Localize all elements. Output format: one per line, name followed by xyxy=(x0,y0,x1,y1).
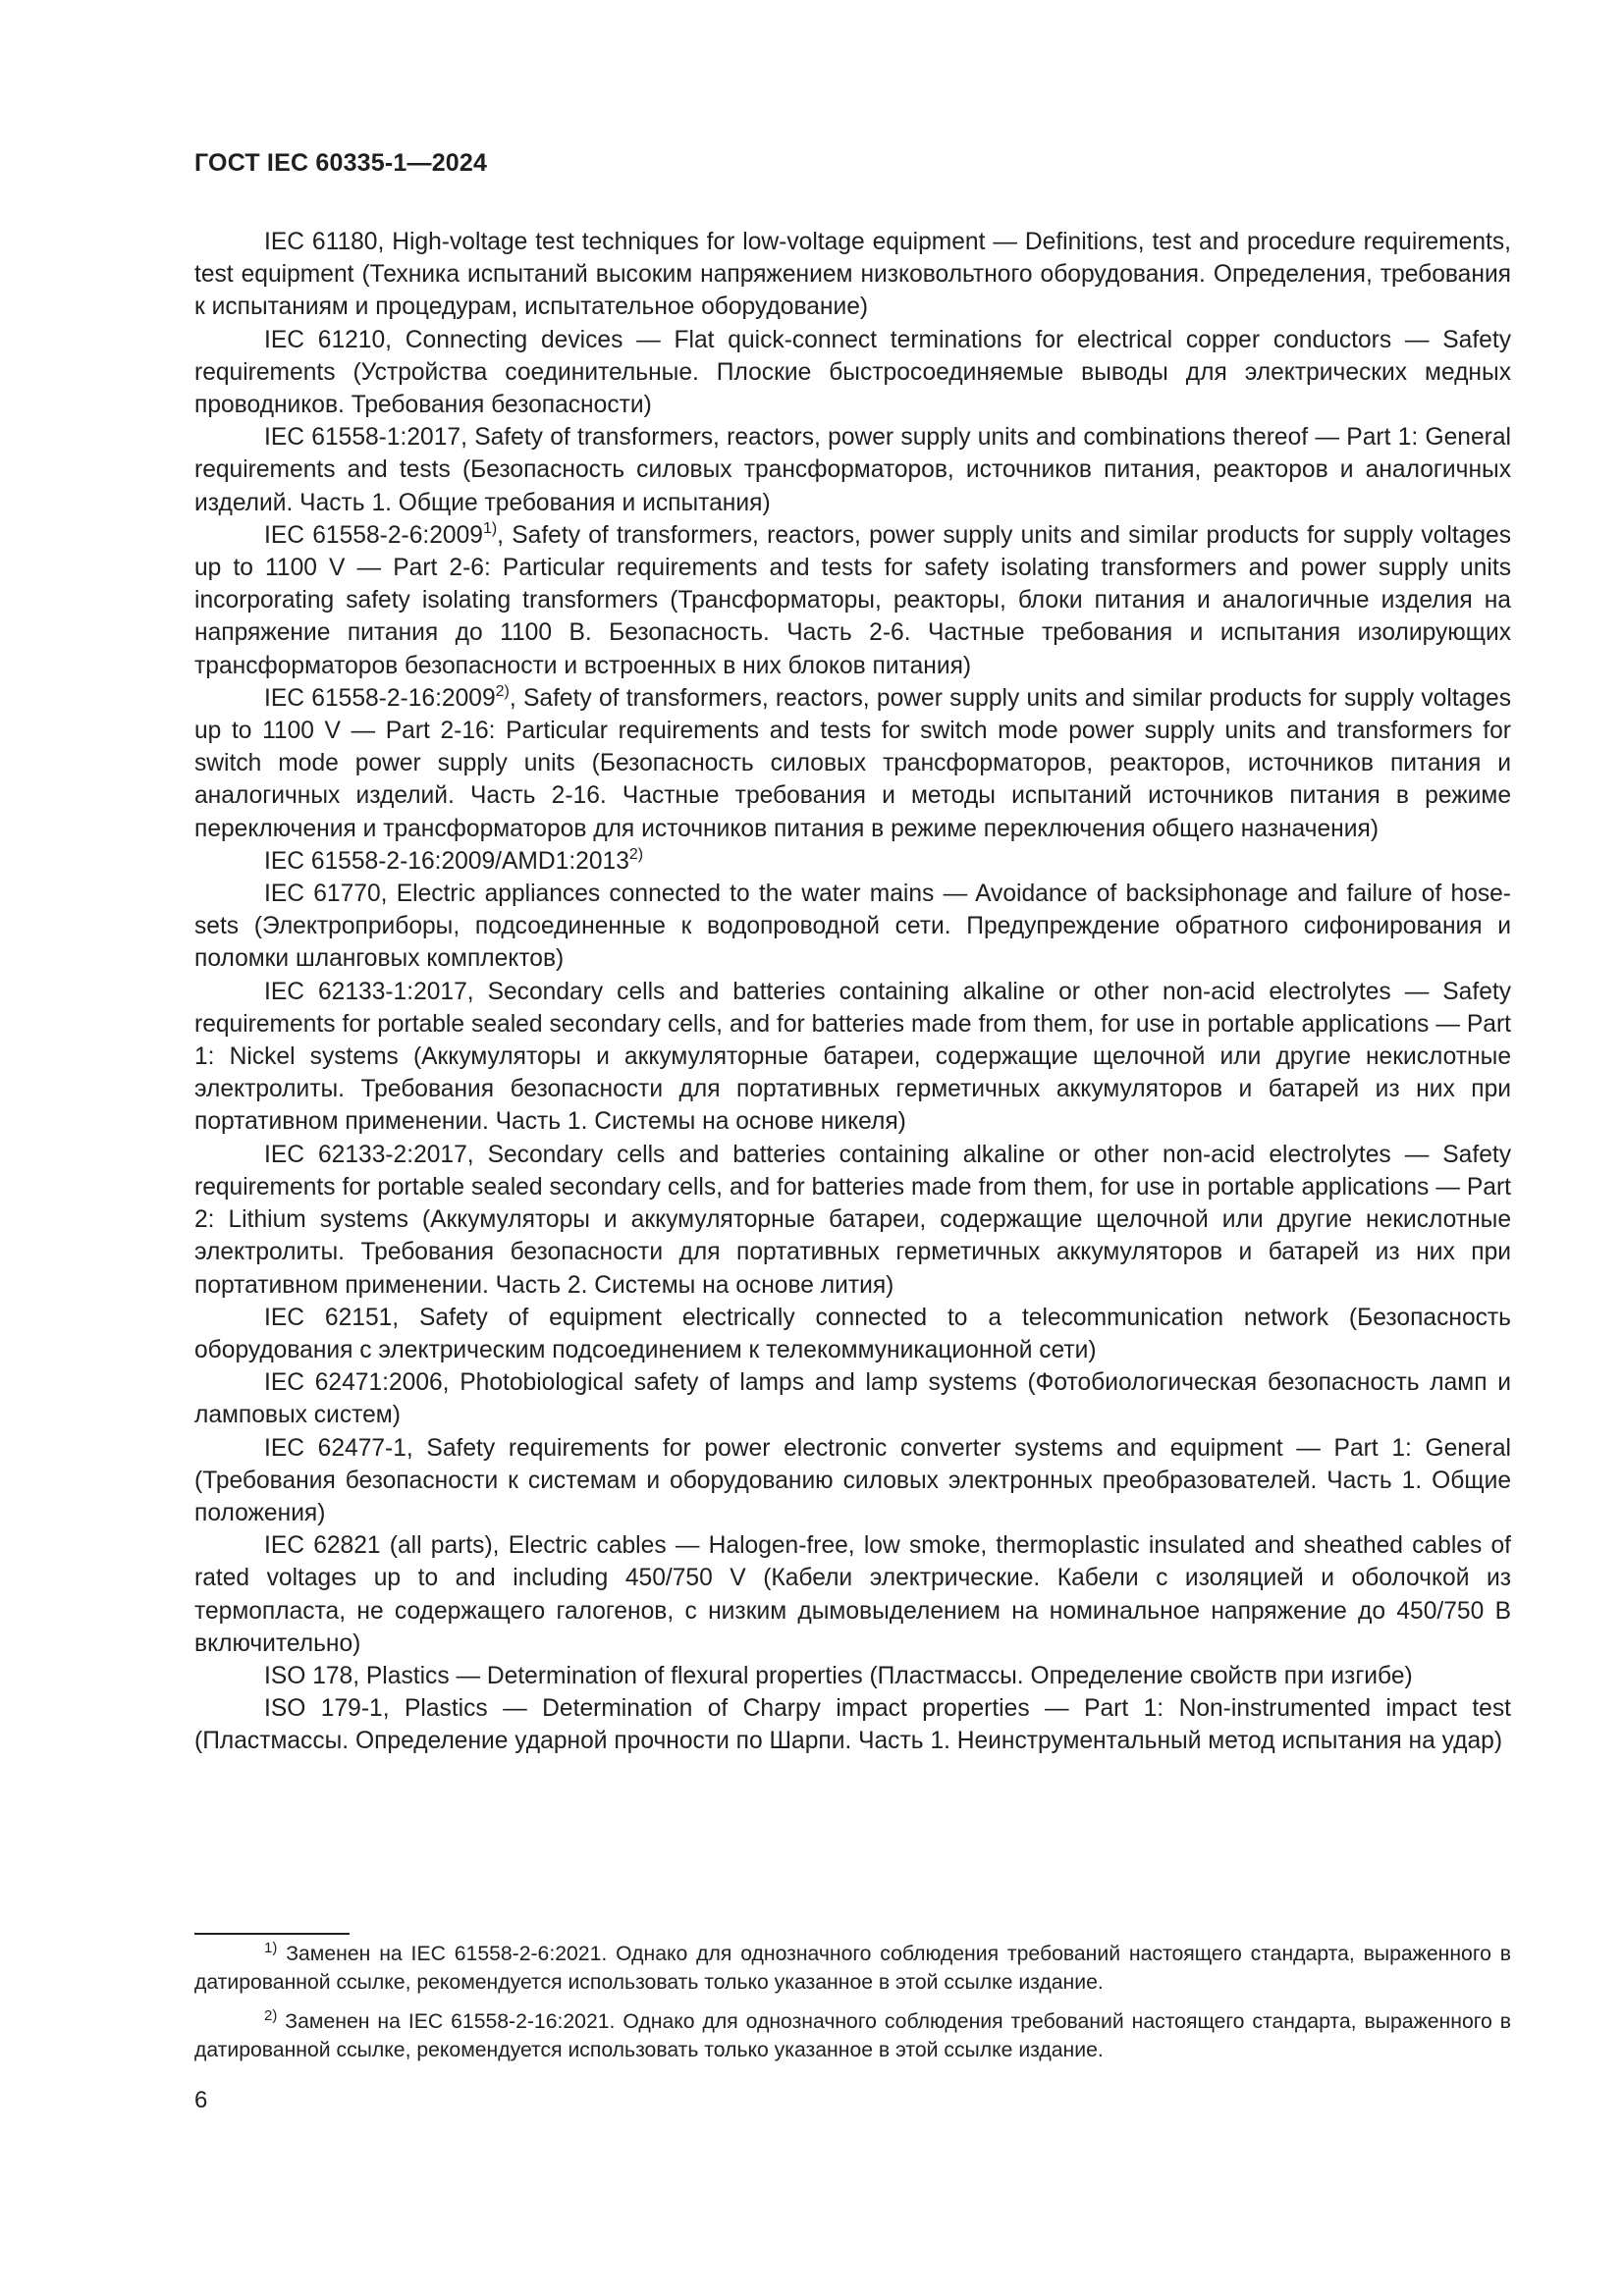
reference-iec-61180: IEC 61180, High-voltage test techniques for low-voltage equipment — Definitions, test and procedure requirements, test equipment (Техника испытаний высоким напряжением низковольтного оборудования. Определения, требования к испытаниям и процедурам, испытательное оборудование) xyxy=(194,229,1511,321)
reference-id: IEC 61558-2-16:2009/AMD1:2013 xyxy=(264,847,629,875)
footnote-2 xyxy=(194,2007,1511,2064)
reference-iec-61558-1: IEC 61558-1:2017, Safety of transformers, reactors, power supply units and combinations thereof — Part 1: General requirements and tests (Безопасность силовых трансформаторов, источников питания, реакторов и аналогичных изделий. Часть 1. Общие требования и испытания) xyxy=(194,424,1511,516)
footnote-mark: 2) xyxy=(264,2007,278,2024)
reference-id: IEC 61558-2-6:2009 xyxy=(264,521,483,549)
normative-references-list xyxy=(194,226,1511,1758)
footnote-text: Заменен на IEC 61558-2-16:2021. Однако для однозначного соблюдения требований настоящего стандарта, выраженного в датированной ссылке, рекомендуется использовать только указанное в этой ссылке издание. xyxy=(194,2010,1511,2061)
reference-description: , Safety of transformers, reactors, power supply units and similar products for supply voltages up to 1100 V — Part 2-6: Particular requirements and tests for safety isolating transformers and power supply units incorporating safety isolating transformers (Трансформаторы, реакторы, блоки питания и аналогичные изделия на напряжение питания до 1100 В. Безопасность. Часть 2-6. Частные требования и испытания изолирующих трансформаторов безопасности и встроенных в них блоков питания) xyxy=(194,521,1511,679)
reference-iec-62133-1: IEC 62133-1:2017, Secondary cells and batteries containing alkaline or other non-acid electrolytes — Safety requirements for portable sealed secondary cells, and for batteries made from them, for use in portable applications — Part 1: Nickel systems (Аккумуляторы и аккумуляторные батареи, содержащие щелочной или другие некислотные электролиты. Требования безопасности для портативных герметичных аккумуляторов и батарей из них при портативном применении. Часть 1. Системы на основе никеля) xyxy=(194,978,1511,1136)
footnote-ref-2: 2) xyxy=(495,682,510,700)
footnote-mark: 1) xyxy=(264,1940,278,1956)
footnote-1 xyxy=(194,1940,1511,1997)
reference-id: IEC 61558-2-16:2009 xyxy=(264,684,496,712)
reference-iec-61558-2-16-amd1 xyxy=(194,845,1511,878)
reference-iso-179-1: ISO 179-1, Plastics — Determination of Charpy impact properties — Part 1: Non-instrumented impact test (Пластмассы. Определение ударной прочности по Шарпи. Часть 1. Неинструментальный метод испытания на удар) xyxy=(194,1695,1511,1755)
page-number: 6 xyxy=(194,2087,208,2113)
reference-iec-62151: IEC 62151, Safety of equipment electrically connected to a telecommunication network (Безопасность оборудования с электрическим подсоединением к телекоммуникационной сети) xyxy=(194,1304,1511,1363)
reference-iec-61558-2-6 xyxy=(194,519,1511,682)
footnotes xyxy=(194,1940,1511,2075)
reference-iec-62133-2: IEC 62133-2:2017, Secondary cells and batteries containing alkaline or other non-acid electrolytes — Safety requirements for portable sealed secondary cells, and for batteries made from them, for use in portable applications — Part 2: Lithium systems (Аккумуляторы и аккумуляторные батареи, содержащие щелочной или другие некислотные электролиты. Требования безопасности для портативных герметичных аккумуляторов и батарей из них при портативном применении. Часть 2. Системы на основе лития) xyxy=(194,1141,1511,1299)
footnote-text: Заменен на IEC 61558-2-6:2021. Однако для однозначного соблюдения требований настоящего стандарта, выраженного в датированной ссылке, рекомендуется использовать только указанное в этой ссылке издание. xyxy=(194,1943,1511,1994)
footnote-ref-1: 1) xyxy=(482,519,498,537)
reference-iec-62821: IEC 62821 (all parts), Electric cables — Halogen-free, low smoke, thermoplastic insulated and sheathed cables of rated voltages up to and including 450/750 V (Кабели электрические. Кабели с изоляцией и оболочкой из термопласта, не содержащего галогенов, с низким дымовыделением на номинальное напряжение до 450/750 В включительно) xyxy=(194,1532,1511,1657)
footnote-separator xyxy=(194,1933,350,1935)
document-header: ГОСТ IEC 60335-1—2024 xyxy=(194,149,488,177)
reference-iso-178: ISO 178, Plastics — Determination of flexural properties (Пластмассы. Определение свойств при изгибе) xyxy=(264,1662,1413,1689)
reference-iec-61770: IEC 61770, Electric appliances connected to the water mains — Avoidance of backsiphonage and failure of hose-sets (Электроприборы, подсоединенные к водопроводной сети. Предупреждение обратного сифонирования и поломки шланговых комплектов) xyxy=(194,881,1511,973)
reference-iec-61558-2-16 xyxy=(194,682,1511,845)
reference-description: , Safety of transformers, reactors, power supply units and similar products for supply voltages up to 1100 V — Part 2-16: Particular requirements and tests for switch mode power supply units and transformers for switch mode power supply units (Безопасность силовых трансформаторов, реакторов, источников питания и аналогичных изделий. Часть 2-16. Частные требования и методы испытаний источников питания в режиме переключения и трансформаторов для источников питания в режиме переключения общего назначения) xyxy=(194,684,1511,842)
reference-iec-62471: IEC 62471:2006, Photobiological safety of lamps and lamp systems (Фотобиологическая безопасность ламп и ламповых систем) xyxy=(194,1369,1511,1429)
reference-iec-62477-1: IEC 62477-1, Safety requirements for power electronic converter systems and equipment — Part 1: General (Требования безопасности к системам и оборудованию силовых электронных преобразователей. Часть 1. Общие положения) xyxy=(194,1434,1511,1526)
reference-iec-61210: IEC 61210, Connecting devices — Flat quick-connect terminations for electrical copper conductors — Safety requirements (Устройства соединительные. Плоские быстросоединяемые выводы для электрических медных проводников. Требования безопасности) xyxy=(194,326,1511,419)
footnote-ref-2: 2) xyxy=(628,845,644,863)
